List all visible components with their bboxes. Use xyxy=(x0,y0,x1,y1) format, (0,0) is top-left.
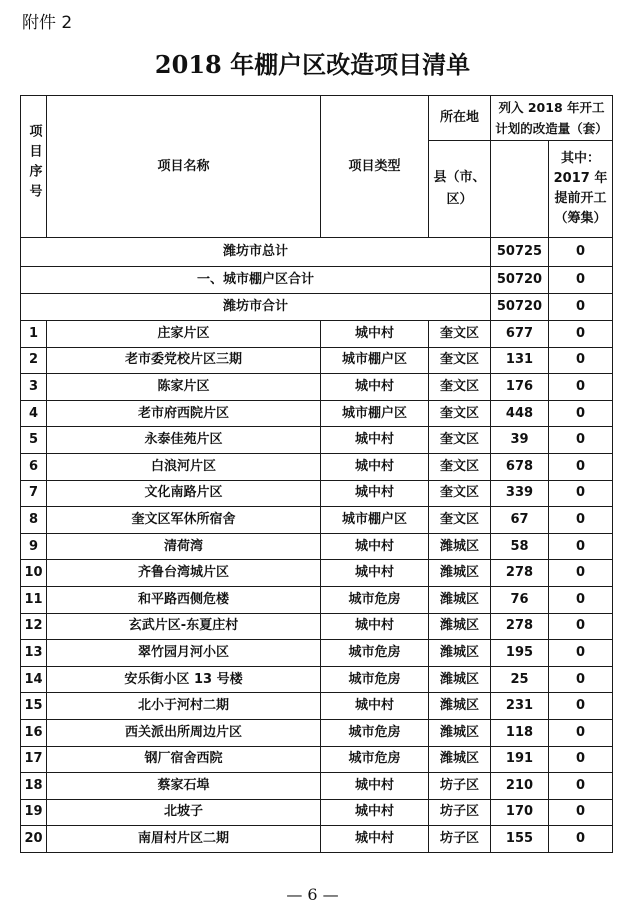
row-seq: 12 xyxy=(21,613,47,640)
row-early-start-units: 0 xyxy=(549,719,613,746)
row-seq: 14 xyxy=(21,666,47,693)
row-planned-units: 118 xyxy=(491,719,549,746)
row-project-type: 城中村 xyxy=(321,560,429,587)
summary-label: 潍坊市总计 xyxy=(21,238,491,267)
summary-planned-units: 50720 xyxy=(491,294,549,321)
row-project-type: 城市危房 xyxy=(321,666,429,693)
table-row xyxy=(21,374,613,401)
row-early-start-units: 0 xyxy=(549,746,613,773)
row-district: 潍城区 xyxy=(429,640,491,667)
header-planned-units xyxy=(491,96,613,141)
row-project-type: 城市危房 xyxy=(321,746,429,773)
row-district: 潍城区 xyxy=(429,719,491,746)
header-location: 所在地 xyxy=(429,96,491,141)
row-planned-units: 155 xyxy=(491,826,549,853)
row-district: 坊子区 xyxy=(429,799,491,826)
row-district: 潍城区 xyxy=(429,586,491,613)
row-project-type: 城市棚户区 xyxy=(321,347,429,374)
row-seq: 20 xyxy=(21,826,47,853)
header-row-top xyxy=(21,96,613,141)
row-early-start-units: 0 xyxy=(549,453,613,480)
header-planned-line: 列入 2018 年开工 xyxy=(498,100,605,115)
page-title: 2018 年棚户区改造项目清单 xyxy=(154,50,471,79)
summary-planned-units: 50725 xyxy=(491,238,549,267)
project-table xyxy=(20,95,613,853)
attachment-label: 附件 2 xyxy=(22,13,73,33)
summary-planned-units: 50720 xyxy=(491,267,549,294)
row-seq: 10 xyxy=(21,560,47,587)
row-district: 奎文区 xyxy=(429,427,491,454)
row-project-type: 城中村 xyxy=(321,693,429,720)
table-row xyxy=(21,480,613,507)
row-project-name: 白浪河片区 xyxy=(47,453,321,480)
row-seq: 4 xyxy=(21,400,47,427)
summary-row-city-total xyxy=(21,238,613,267)
table-row xyxy=(21,746,613,773)
table-row xyxy=(21,693,613,720)
row-project-type: 城中村 xyxy=(321,799,429,826)
table-row xyxy=(21,400,613,427)
row-early-start-units: 0 xyxy=(549,693,613,720)
row-project-type: 城市危房 xyxy=(321,586,429,613)
row-project-type: 城中村 xyxy=(321,374,429,401)
row-project-type: 城市棚户区 xyxy=(321,507,429,534)
row-planned-units: 210 xyxy=(491,773,549,800)
row-planned-units: 131 xyxy=(491,347,549,374)
header-empty-cell xyxy=(491,141,549,238)
row-early-start-units: 0 xyxy=(549,533,613,560)
row-district: 坊子区 xyxy=(429,773,491,800)
row-project-name: 南眉村片区二期 xyxy=(47,826,321,853)
row-project-name: 永泰佳苑片区 xyxy=(47,427,321,454)
row-project-type: 城中村 xyxy=(321,321,429,348)
row-early-start-units: 0 xyxy=(549,321,613,348)
row-project-name: 玄武片区-东夏庄村 xyxy=(47,613,321,640)
header-early-line: 提前开工 xyxy=(554,191,607,206)
header-early-line: 2017 年 xyxy=(553,171,608,186)
row-project-type: 城中村 xyxy=(321,826,429,853)
row-planned-units: 278 xyxy=(491,613,549,640)
row-project-type: 城中村 xyxy=(321,613,429,640)
row-district: 潍城区 xyxy=(429,533,491,560)
row-seq: 8 xyxy=(21,507,47,534)
row-project-type: 城中村 xyxy=(321,453,429,480)
summary-label: 一、城市棚户区合计 xyxy=(21,267,491,294)
table-row xyxy=(21,321,613,348)
row-project-name: 陈家片区 xyxy=(47,374,321,401)
summary-early-start-units: 0 xyxy=(549,294,613,321)
row-project-type: 城中村 xyxy=(321,480,429,507)
summary-early-start-units: 0 xyxy=(549,267,613,294)
row-project-name: 安乐街小区 13 号楼 xyxy=(47,666,321,693)
header-early-line: （筹集） xyxy=(554,211,607,226)
summary-label: 潍坊市合计 xyxy=(21,294,491,321)
summary-row-urban-subtotal xyxy=(21,267,613,294)
header-county-line: 区） xyxy=(446,192,473,207)
row-project-type: 城市危房 xyxy=(321,640,429,667)
header-county-line: 县（市、 xyxy=(433,170,486,185)
row-project-name: 北坡子 xyxy=(47,799,321,826)
row-planned-units: 339 xyxy=(491,480,549,507)
row-planned-units: 195 xyxy=(491,640,549,667)
row-district: 奎文区 xyxy=(429,453,491,480)
row-district: 潍城区 xyxy=(429,613,491,640)
table-row xyxy=(21,666,613,693)
row-district: 潍城区 xyxy=(429,666,491,693)
row-seq: 16 xyxy=(21,719,47,746)
row-project-name: 老市府西院片区 xyxy=(47,400,321,427)
summary-row-city-subtotal xyxy=(21,294,613,321)
row-project-type: 城市棚户区 xyxy=(321,400,429,427)
row-district: 潍城区 xyxy=(429,693,491,720)
row-project-name: 北小于河村二期 xyxy=(47,693,321,720)
table-row xyxy=(21,347,613,374)
row-seq: 3 xyxy=(21,374,47,401)
table-row xyxy=(21,560,613,587)
row-planned-units: 58 xyxy=(491,533,549,560)
row-project-name: 蔡家石埠 xyxy=(47,773,321,800)
row-early-start-units: 0 xyxy=(549,560,613,587)
row-seq: 9 xyxy=(21,533,47,560)
row-early-start-units: 0 xyxy=(549,480,613,507)
row-early-start-units: 0 xyxy=(549,773,613,800)
row-seq: 15 xyxy=(21,693,47,720)
row-project-type: 城中村 xyxy=(321,533,429,560)
row-planned-units: 278 xyxy=(491,560,549,587)
row-seq: 13 xyxy=(21,640,47,667)
row-project-name: 翠竹园月河小区 xyxy=(47,640,321,667)
row-district: 奎文区 xyxy=(429,374,491,401)
row-district: 坊子区 xyxy=(429,826,491,853)
row-early-start-units: 0 xyxy=(549,826,613,853)
row-early-start-units: 0 xyxy=(549,427,613,454)
table-row xyxy=(21,427,613,454)
row-seq: 18 xyxy=(21,773,47,800)
row-seq: 17 xyxy=(21,746,47,773)
row-seq: 6 xyxy=(21,453,47,480)
row-early-start-units: 0 xyxy=(549,586,613,613)
header-county xyxy=(429,141,491,238)
row-project-name: 和平路西侧危楼 xyxy=(47,586,321,613)
row-seq: 1 xyxy=(21,321,47,348)
row-planned-units: 191 xyxy=(491,746,549,773)
row-project-type: 城市危房 xyxy=(321,719,429,746)
row-planned-units: 448 xyxy=(491,400,549,427)
header-early-line: 其中： xyxy=(561,151,601,166)
header-planned-line: 计划的改造量（套） xyxy=(495,121,608,136)
row-early-start-units: 0 xyxy=(549,374,613,401)
header-project-type: 项目类型 xyxy=(321,96,429,238)
row-district: 奎文区 xyxy=(429,400,491,427)
table-row xyxy=(21,799,613,826)
row-seq: 11 xyxy=(21,586,47,613)
row-project-name: 奎文区军休所宿舍 xyxy=(47,507,321,534)
row-project-type: 城中村 xyxy=(321,773,429,800)
row-district: 奎文区 xyxy=(429,480,491,507)
row-project-name: 清荷湾 xyxy=(47,533,321,560)
row-district: 潍城区 xyxy=(429,560,491,587)
header-seq-text: 项目序号 xyxy=(26,124,42,204)
row-project-name: 庄家片区 xyxy=(47,321,321,348)
table-row xyxy=(21,533,613,560)
row-project-name: 西关派出所周边片区 xyxy=(47,719,321,746)
row-planned-units: 678 xyxy=(491,453,549,480)
row-seq: 7 xyxy=(21,480,47,507)
table-row xyxy=(21,613,613,640)
table-row xyxy=(21,586,613,613)
row-early-start-units: 0 xyxy=(549,347,613,374)
table-row xyxy=(21,826,613,853)
table-row xyxy=(21,773,613,800)
row-planned-units: 677 xyxy=(491,321,549,348)
row-early-start-units: 0 xyxy=(549,666,613,693)
row-project-name: 齐鲁台湾城片区 xyxy=(47,560,321,587)
summary-early-start-units: 0 xyxy=(549,238,613,267)
row-early-start-units: 0 xyxy=(549,613,613,640)
table-row xyxy=(21,719,613,746)
table-row xyxy=(21,640,613,667)
row-district: 奎文区 xyxy=(429,347,491,374)
row-planned-units: 176 xyxy=(491,374,549,401)
row-planned-units: 231 xyxy=(491,693,549,720)
row-project-name: 文化南路片区 xyxy=(47,480,321,507)
row-planned-units: 25 xyxy=(491,666,549,693)
table-row xyxy=(21,507,613,534)
row-project-name: 钢厂宿舍西院 xyxy=(47,746,321,773)
header-seq xyxy=(21,96,47,238)
row-early-start-units: 0 xyxy=(549,799,613,826)
row-early-start-units: 0 xyxy=(549,640,613,667)
row-district: 潍城区 xyxy=(429,746,491,773)
row-seq: 5 xyxy=(21,427,47,454)
row-planned-units: 170 xyxy=(491,799,549,826)
page-number: — 6 — xyxy=(286,885,339,904)
row-planned-units: 67 xyxy=(491,507,549,534)
row-early-start-units: 0 xyxy=(549,507,613,534)
header-early-start xyxy=(549,141,613,238)
row-early-start-units: 0 xyxy=(549,400,613,427)
row-seq: 2 xyxy=(21,347,47,374)
row-district: 奎文区 xyxy=(429,507,491,534)
row-planned-units: 39 xyxy=(491,427,549,454)
header-project-name: 项目名称 xyxy=(47,96,321,238)
row-project-name: 老市委党校片区三期 xyxy=(47,347,321,374)
row-district: 奎文区 xyxy=(429,321,491,348)
row-planned-units: 76 xyxy=(491,586,549,613)
row-seq: 19 xyxy=(21,799,47,826)
table-row xyxy=(21,453,613,480)
row-project-type: 城中村 xyxy=(321,427,429,454)
